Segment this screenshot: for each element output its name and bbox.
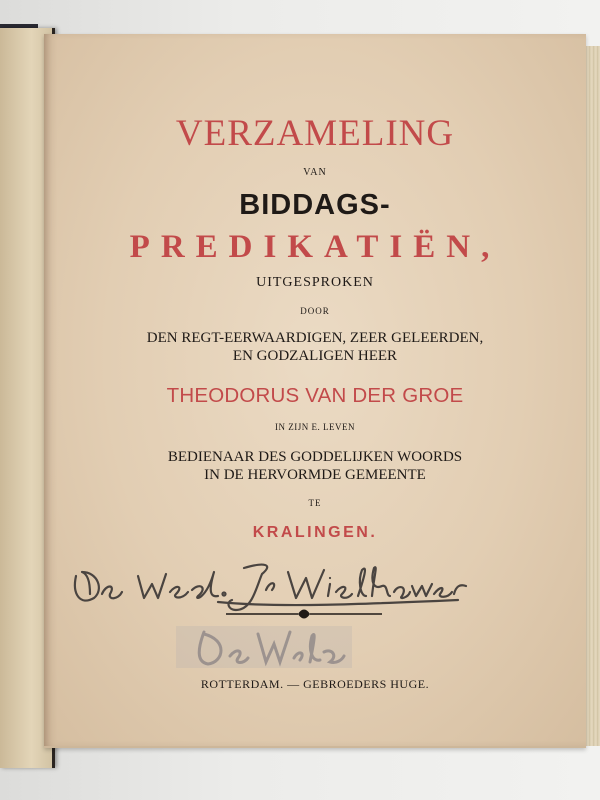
publisher-line: ROTTERDAM. — GEBROEDERS HUGE. <box>200 677 430 691</box>
text-bedienaar-2: IN DE HERVORMDE GEMEENTE <box>204 467 426 483</box>
title-verzameling: VERZAMELING <box>175 113 455 154</box>
text-honorific-2: EN GODZALIGEN HEER <box>232 348 398 364</box>
title-biddags: BIDDAGS- <box>239 189 391 221</box>
text-in-zijn-leven: IN ZIJN E. LEVEN <box>275 422 355 432</box>
faded-stamp <box>174 622 354 672</box>
title-page <box>44 34 586 748</box>
text-uitgesproken: UITGESPROKEN <box>256 275 374 290</box>
text-door: DOOR <box>300 306 330 316</box>
text-te: TE <box>308 498 322 508</box>
text-bedienaar-1: BEDIENAAR DES GODDELIJKEN WOORDS <box>167 449 463 465</box>
title-van: VAN <box>303 167 327 178</box>
decorative-rule <box>224 608 384 620</box>
handwritten-signature <box>68 554 468 614</box>
place-name: KRALINGEN. <box>252 524 378 541</box>
author-name: THEODORUS VAN DER GROE <box>166 384 464 407</box>
text-honorific-1: DEN REGT-EERWAARDIGEN, ZEER GELEERDEN, <box>146 330 484 346</box>
title-predikatien: PREDIKATIËN, <box>129 229 501 265</box>
